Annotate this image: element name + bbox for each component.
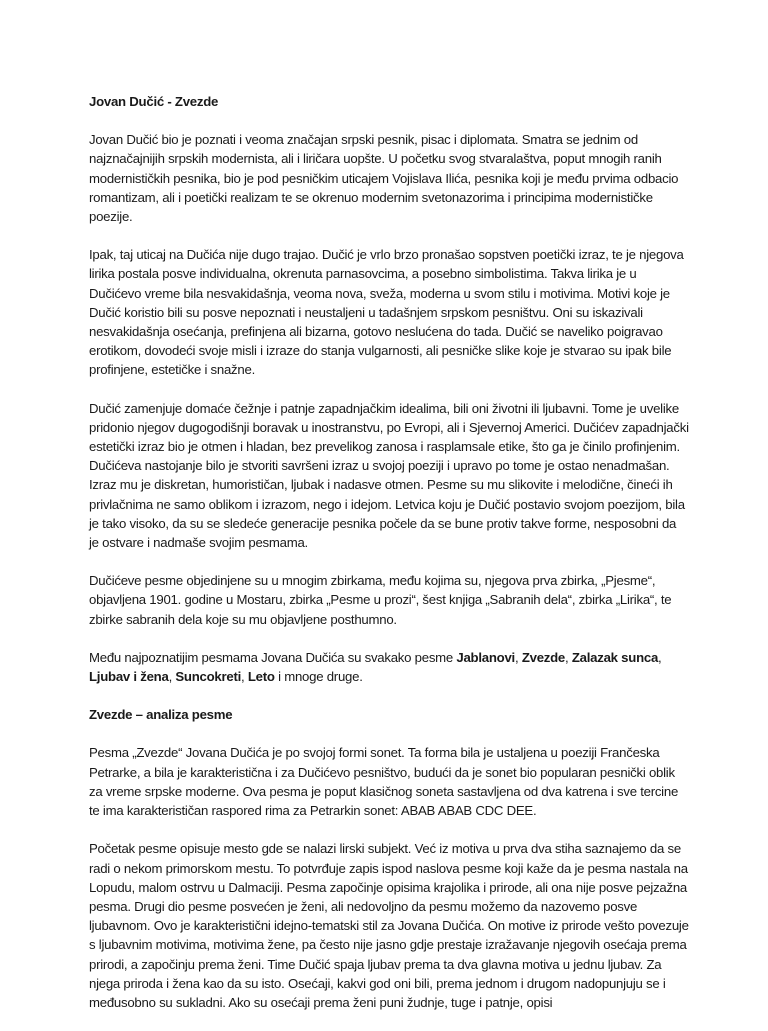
paragraph-text-run: Među najpoznatijim pesmama Jovana Dučića su svakako pesme bbox=[89, 649, 457, 665]
analysis-paragraph-2: Početak pesme opisuje mesto gde se nalazi lirski subjekt. Već iz motiva u prva dva stiha saznajemo da se radi o nekom primorskom mestu. To potvrđuje zapis ispod naslova pesme koji kaže da je pesma nastala na Lopudu, malom ostrvu u Dalmaciji. Pesma započinje opisima krajolika i prirode, ali ona nije posve pejzažna pesma. Drugi dio pesme posvećen je ženi, ali nedovoljno da pesmu možemo da nazovemo posve ljubavnom. Ovo je karakteristični idejno-tematski stil za Jovana Dučića. On motive iz prirode vešto povezuje s ljubavnim motivima, motivima žene, pa često nije jasno gdje prestaje izražavanje njegovih osećaja prema prirodi, a započinju prema ženi. Time Dučić spaja ljubav prema ta dva glavna motiva u jednu ljubav. Za njega priroda i žena kao da su isto. Osećaji, kakvi god oni bili, prema jednom i drugom nadopunjuju se i međusobno su sukladni. Ako su osećaji prema ženi puni žudnje, tuge i patnje, opisi bbox=[89, 841, 689, 1010]
analysis-heading: Zvezde – analiza pesme bbox=[89, 707, 233, 723]
poem-title: Zalazak sunca bbox=[571, 649, 659, 665]
paragraph-text-run: , bbox=[565, 649, 572, 665]
intro-paragraph-3: Dučić zamenjuje domaće čežnje i patnje zapadnjačkim idealima, bili oni životni ili ljubavni. Tome je uvelike pridonio njegov dugogodišnji boravak u inostranstvu, po Evropi, ali i Sjevernoj Americi. Dučićev zapadnjački estetički izraz bio je otmen i hladan, bez prevelikog zanosa i rasplamsale etike, što ga je činilo profinjenim. Dučićeva nastojanje bilo je stvoriti savršeni izraz u svojoj poeziji i upravo po tome je ostao nenadmašan. Izraz mu je diskretan, humorističan, ljubak i nadasve otmen. Pesme su mu slikovite i melodične, čineći ih privlačnima ne samo oblikom i izrazom, nego i idejom. Letvica koju je Dučić postavio svojom poezijom, bila je tako visoko, da su se sledeće generacije pesnika počele da se bune protiv takve forme, nesposobni da je ostvare i nadmaše svojim pesmama. bbox=[89, 400, 689, 551]
intro-paragraph-1: Jovan Dučić bio je poznati i veoma značajan srpski pesnik, pisac i diplomata. Smatra se jednim od najznačajnijih srpskih modernista, ali i liričara uopšte. U početku svog stvaralaštva, poput mnogih ranih modernističkih pesnika, bio je pod pesničkim uticajem Vojislava Ilića, pesnika koji je među prvima odbacio romantizam, ali i poetički realizam te se okrenuo modernim svetonazorima i principima modernističke poezije. bbox=[89, 132, 679, 225]
poem-title: Ljubav i žena bbox=[89, 669, 169, 685]
poem-title: Zvezde bbox=[521, 649, 566, 665]
poem-title: Jablanovi bbox=[456, 649, 515, 665]
paragraph-text-run: i mnoge druge. bbox=[274, 669, 363, 685]
paragraph-text-run: , bbox=[168, 669, 176, 685]
document-page bbox=[89, 92, 689, 1031]
intro-paragraph-2: Ipak, taj uticaj na Dučića nije dugo trajao. Dučić je vrlo brzo pronašao sopstven poetički izraz, te je njegova lirika postala posve individualna, okrenuta parnasovcima, a posebno simbolistima. Takva lirika je u Dučićevo vreme bila nesvakidašnja, veoma nova, sveža, moderna u svom stilu i motivima. Motivi koje je Dučić koristio bili su posve nepoznati i neustaljeni u tadašnjem srpskom pesništvu. Oni su iskazivali nesvakidašnja osećanja, prefinjena ali bizarna, gotovo neslućena do tada. Dučić se naveliko poigravao erotikom, dovodeći svoje misli i izraze do stanja vulgarnosti, ali pesničke slike koje je stvarao su ipak bile profinjene, estetičke i snažne. bbox=[89, 247, 684, 378]
paragraph-text-run: , bbox=[658, 649, 662, 665]
collections-paragraph: Dučićeve pesme objedinjene su u mnogim zbirkama, među kojima su, njegova prva zbirka, „Pjesme“, objavljena 1901. godine u Mostaru, zbirka „Pesme u prozi“, šest knjiga „Sabranih dela“, zbirka „Lirika“, te zbirke sabranih dela koje su mu objavljene posthumno. bbox=[89, 573, 672, 627]
analysis-paragraph-1: Pesma „Zvezde“ Jovana Dučića je po svojoj formi sonet. Ta forma bila je ustaljena u poeziji Frančeska Petrarke, a bila je karakteristična i za Dučićevo pesništvo, budući da je sonet bio popularan pesnički oblik za vreme srpske moderne. Ova pesma je poput klasičnog soneta sastavljena od dva katrena i sve tercine te ima karakterističan raspored rima za Petrarkin sonet: ABAB ABAB CDC DEE. bbox=[89, 745, 679, 819]
poem-title: Suncokreti bbox=[175, 669, 242, 685]
poem-title: Leto bbox=[247, 669, 275, 685]
paragraph-text-run: , bbox=[514, 649, 522, 665]
paragraph-text-run: , bbox=[241, 669, 248, 685]
document-title: Jovan Dučić - Zvezde bbox=[89, 94, 219, 109]
famous-poems-paragraph bbox=[89, 648, 689, 686]
